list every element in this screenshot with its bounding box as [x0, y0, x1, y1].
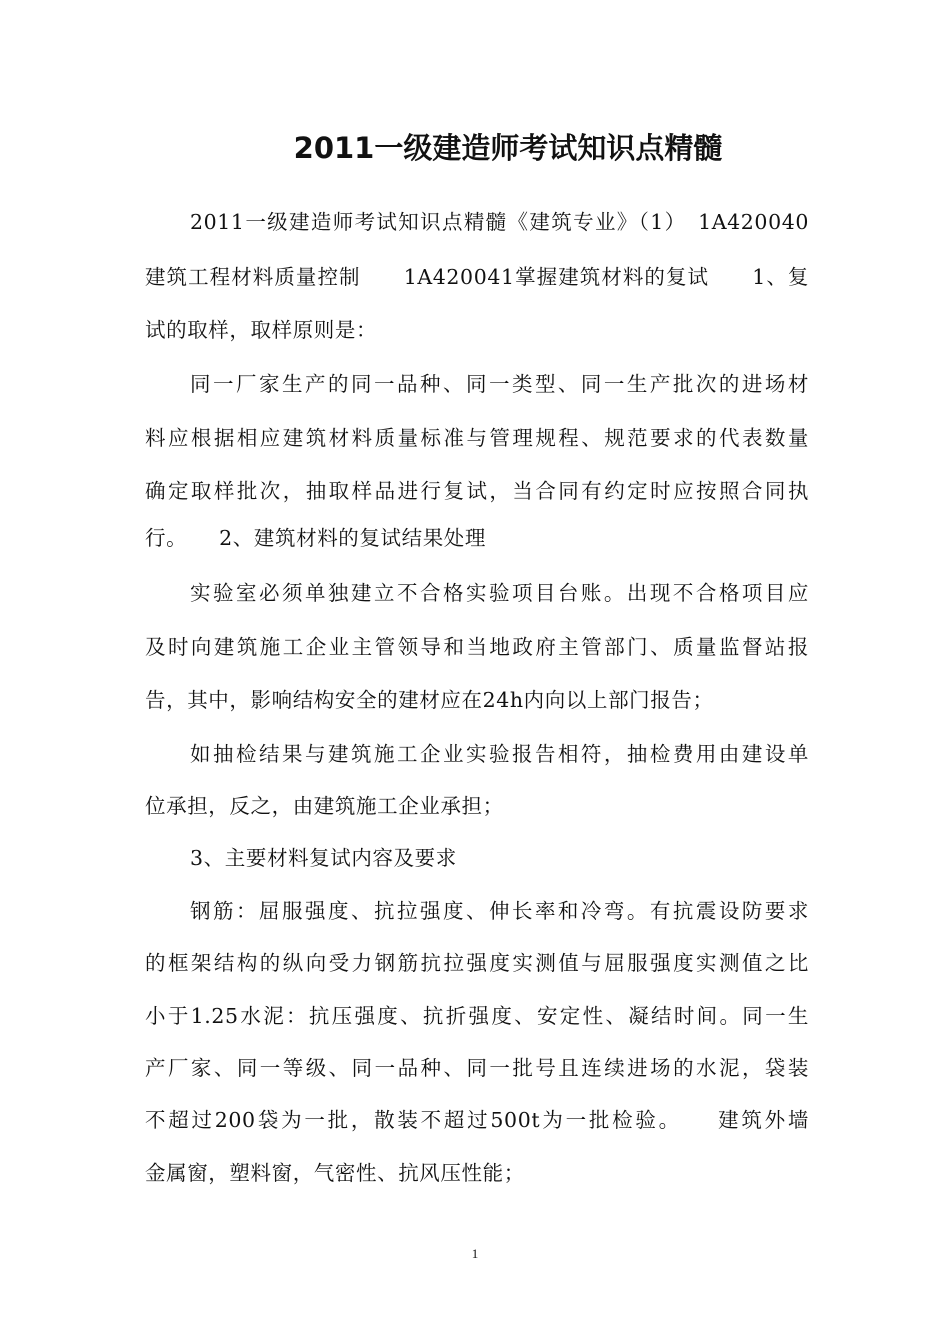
- text-line: 2011一级建造师考试知识点精髓《建筑专业》（1） 1A420040: [190, 210, 809, 234]
- text-line: 同一厂家生产的同一品种、同一类型、同一生产批次的进场材: [190, 372, 809, 396]
- text-line: 料应根据相应建筑材料质量标准与管理规程、规范要求的代表数量: [145, 426, 809, 450]
- text-line: 的框架结构的纵向受力钢筋抗拉强度实测值与屈服强度实测值之比: [145, 951, 809, 975]
- text-line: 位承担，反之，由建筑施工企业承担；: [145, 794, 504, 818]
- text-line: 及时向建筑施工企业主管领导和当地政府主管部门、质量监督站报: [145, 635, 809, 659]
- text-line: 告，其中，影响结构安全的建材应在24h内向以上部门报告；: [145, 688, 714, 712]
- document-title: 2011一级建造师考试知识点精髓: [293, 131, 723, 165]
- text-line: 如抽检结果与建筑施工企业实验报告相符，抽检费用由建设单: [190, 742, 809, 766]
- text-line: 行。 2、建筑材料的复试结果处理: [145, 526, 486, 550]
- text-line: 建筑工程材料质量控制 1A420041掌握建筑材料的复试 1、复: [145, 265, 809, 289]
- text-line: 钢筋：屈服强度、抗拉强度、伸长率和冷弯。有抗震设防要求: [190, 899, 809, 923]
- text-line: 确定取样批次，抽取样品进行复试，当合同有约定时应按照合同执: [145, 479, 809, 503]
- text-line: 3、主要材料复试内容及要求: [190, 846, 457, 870]
- text-line: 小于1.25水泥：抗压强度、抗折强度、安定性、凝结时间。同一生: [145, 1004, 809, 1028]
- text-line: 试的取样，取样原则是：: [145, 318, 378, 342]
- page-number: 1: [471, 1246, 479, 1261]
- text-line: 实验室必须单独建立不合格实验项目台账。出现不合格项目应: [190, 581, 809, 605]
- text-line: 不超过200袋为一批，散装不超过500t为一批检验。 建筑外墙: [145, 1108, 809, 1132]
- text-line: 金属窗，塑料窗，气密性、抗风压性能；: [145, 1161, 525, 1185]
- text-line: 产厂家、同一等级、同一品种、同一批号且连续进场的水泥，袋装: [145, 1056, 809, 1080]
